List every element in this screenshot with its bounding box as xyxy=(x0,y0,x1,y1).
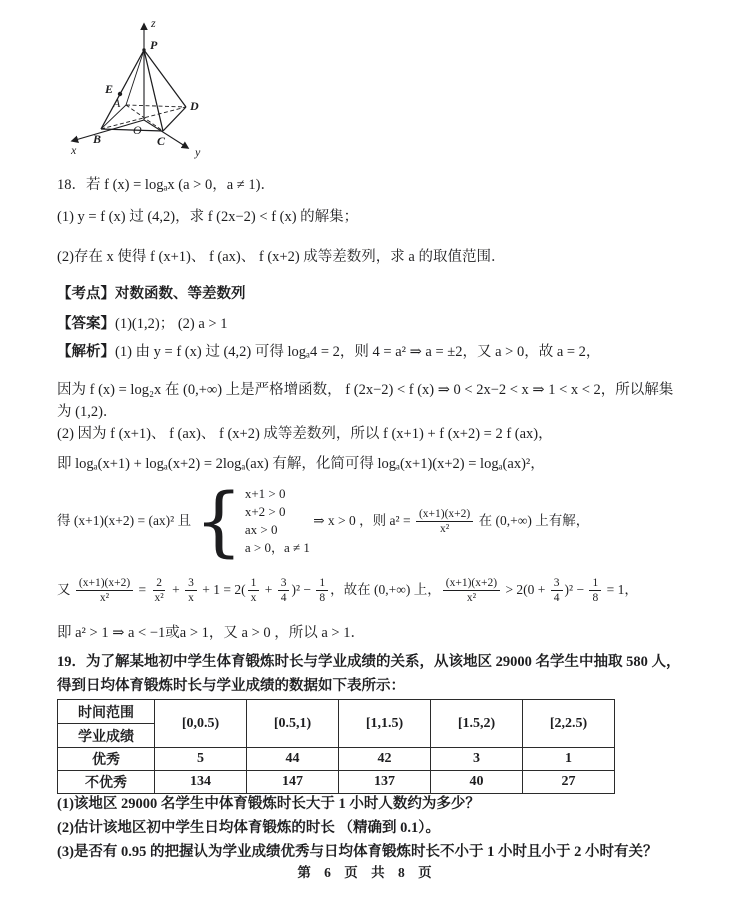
point-P xyxy=(142,48,145,51)
fraction: $\frac{3}{4}$ xyxy=(551,576,563,605)
problem19-question-1: (1)该地区 29000 名学生中体育锻炼时长大于 1 小时人数约为多少？ xyxy=(57,796,480,812)
system-condition: x+2 > 0 xyxy=(244,504,286,519)
figure-label-O: O xyxy=(133,123,142,137)
table-col-header-1: [0.5,1) xyxy=(247,700,339,748)
solution-line-1-text: (1) 由 y = f (x) 过 (4,2) 可得 logₐ4 = 2，则 4 = a² ⇒ a = ±2，又 a > 0，故 a = 2， xyxy=(115,344,601,360)
cell-notexcellent-1: 147 xyxy=(247,771,339,794)
knowledge-points-text: 对数函数、等差数列 xyxy=(115,286,246,302)
solution-line-7: 即 a² > 1 ⇒ a < −1或a > 1，又 a > 0 ，所以 a > 1． xyxy=(57,625,365,641)
system-condition: x+1 > 0 xyxy=(244,486,286,501)
row-label-excellent: 优秀 xyxy=(58,748,155,771)
table-col-header-2: [1,1.5) xyxy=(339,700,431,748)
table-col-header-3: [1.5,2) xyxy=(431,700,523,748)
problem19-stem: 19．为了解某地初中学生体育锻炼时长与学业成绩的关系，从该地区 29000 名学生中抽取 580 人，得到日均体育锻炼时长与学业成绩的数据如下表所示： xyxy=(57,654,681,694)
fraction: $\frac{1}{x}$ xyxy=(248,576,260,605)
fraction: $\frac{(x+1)(x+2)}{\text{x²}}$ xyxy=(443,576,500,605)
fraction: $\frac{3}{4}$ xyxy=(278,576,290,605)
fraction: $\frac{1}{8}$ xyxy=(316,576,328,605)
figure-label-E: E xyxy=(105,82,114,96)
solution-line-5-system xyxy=(57,476,685,565)
math-text: + 1 = 2( xyxy=(198,582,246,597)
cell-notexcellent-2: 137 xyxy=(339,771,431,794)
cell-excellent-4: 1 xyxy=(523,748,615,771)
solution-line-4: 即 logₐ(x+1) + logₐ(x+2) = 2logₐ(ax) 有解，化简可得 logₐ(x+1)(x+2) = logₐ(ax)²， xyxy=(57,456,545,472)
table-header-row-top xyxy=(58,700,615,724)
table-row-excellent xyxy=(58,748,615,771)
problem19-question-2: (2)估计该地区初中学生日均体育锻炼的时长 （精确到 0.1）。 xyxy=(57,820,441,836)
y-axis xyxy=(144,120,188,148)
fraction: $\frac{(x+1)(x+2)}{\text{x²}}$ xyxy=(76,576,133,605)
fraction: $\frac{(x+1)(x+2)}{\text{x²}}$ xyxy=(416,507,473,536)
left-brace: { xyxy=(194,476,243,565)
figure-label-A: A xyxy=(113,96,121,110)
math-text: )² − xyxy=(564,582,588,597)
cell-notexcellent-3: 40 xyxy=(431,771,523,794)
math-text: = xyxy=(135,582,150,597)
solution-line-3: (2) 因为 f (x+1)、 f (ax)、 f (x+2) 成等差数列，所以 f (x+1) + f (x+2) = 2 f (ax)， xyxy=(57,426,553,442)
math-text: + xyxy=(261,582,276,597)
system-condition: ax > 0 xyxy=(244,522,278,537)
table-col-header-0: [0,0.5) xyxy=(155,700,247,748)
figure-label-D: D xyxy=(190,99,199,113)
figure-label-B: B xyxy=(93,132,102,146)
fraction: $\frac{1}{8}$ xyxy=(589,576,601,605)
edge-CD xyxy=(163,107,186,131)
figure-label-x: x xyxy=(71,143,77,157)
math-text: = 1， xyxy=(603,582,638,597)
math-text: + xyxy=(168,582,184,597)
math-text: 在 (0,+∞) 上有解， xyxy=(475,513,590,528)
solution-line-1 xyxy=(57,341,685,363)
fraction: $\frac{2}{\text{x²}}$ xyxy=(154,576,164,604)
problem18-part1: (1) y = f (x) 过 (4,2)，求 f (2x−2) < f (x) 的解集； xyxy=(57,209,359,225)
solution-line-6-inequality xyxy=(57,567,685,613)
answer-text: (1)(1,2)； (2) a > 1 xyxy=(115,316,228,332)
figure-label-z: z xyxy=(151,16,156,30)
analysis-label: 【解析】 xyxy=(57,344,115,360)
problem18-part2: (2)存在 x 使得 f (x+1)、 f (ax)、 f (x+2) 成等差数列，求 a 的取值范围． xyxy=(57,249,506,265)
table-corner-academic: 学业成绩 xyxy=(58,724,155,748)
math-text: ，故在 (0,+∞) 上， xyxy=(330,582,441,597)
fraction: $\frac{3}{x}$ xyxy=(185,576,197,605)
edge-AD-dashed xyxy=(126,105,186,107)
problem19-question-3: (3)是否有 0.95 的把握认为学业成绩优秀与日均体育锻炼时长不小于 1 小时且小于 2 小时有关？ xyxy=(57,844,658,860)
figure-label-P: P xyxy=(150,38,158,52)
math-text: )² − xyxy=(291,582,315,597)
page-number-footer: 第 6 页 共 8 页 xyxy=(297,865,437,880)
cell-notexcellent-0: 134 xyxy=(155,771,247,794)
table-col-header-4: [2,2.5) xyxy=(523,700,615,748)
cell-excellent-0: 5 xyxy=(155,748,247,771)
stats-table xyxy=(57,699,615,794)
answer-line xyxy=(57,313,685,335)
figure-label-C: C xyxy=(157,134,166,148)
figure-label-y: y xyxy=(195,145,201,159)
row-label-not-excellent: 不优秀 xyxy=(58,771,155,794)
math-text: > 2(0 + xyxy=(502,582,549,597)
table-row-not-excellent xyxy=(58,771,615,794)
equation-system xyxy=(194,476,310,565)
cell-excellent-2: 42 xyxy=(339,748,431,771)
math-text: 又 xyxy=(57,582,74,597)
knowledge-points-line xyxy=(57,283,685,305)
problem18-stem: 18．若 f (x) = logₐx (a > 0，a ≠ 1)． xyxy=(57,177,275,193)
knowledge-points-label: 【考点】 xyxy=(57,286,115,302)
math-text: ⇒ x > 0 ，则 a² = xyxy=(309,513,414,528)
solution-line-2: 因为 f (x) = log₂x 在 (0,+∞) 上是严格增函数， f (2x−2) < f (x) ⇒ 0 < 2x−2 < x ⇒ 1 < x < 2，所以解集为 (1,2)． xyxy=(57,382,674,420)
geometry-figure xyxy=(56,4,226,166)
answer-label: 【答案】 xyxy=(57,316,115,332)
table-corner-time-range: 时间范围 xyxy=(58,700,155,724)
system-condition: a > 0，a ≠ 1 xyxy=(244,540,310,555)
cell-excellent-3: 3 xyxy=(431,748,523,771)
cell-notexcellent-4: 27 xyxy=(523,771,615,794)
cell-excellent-1: 44 xyxy=(247,748,339,771)
math-text: 得 (x+1)(x+2) = (ax)² 且 xyxy=(57,513,195,528)
